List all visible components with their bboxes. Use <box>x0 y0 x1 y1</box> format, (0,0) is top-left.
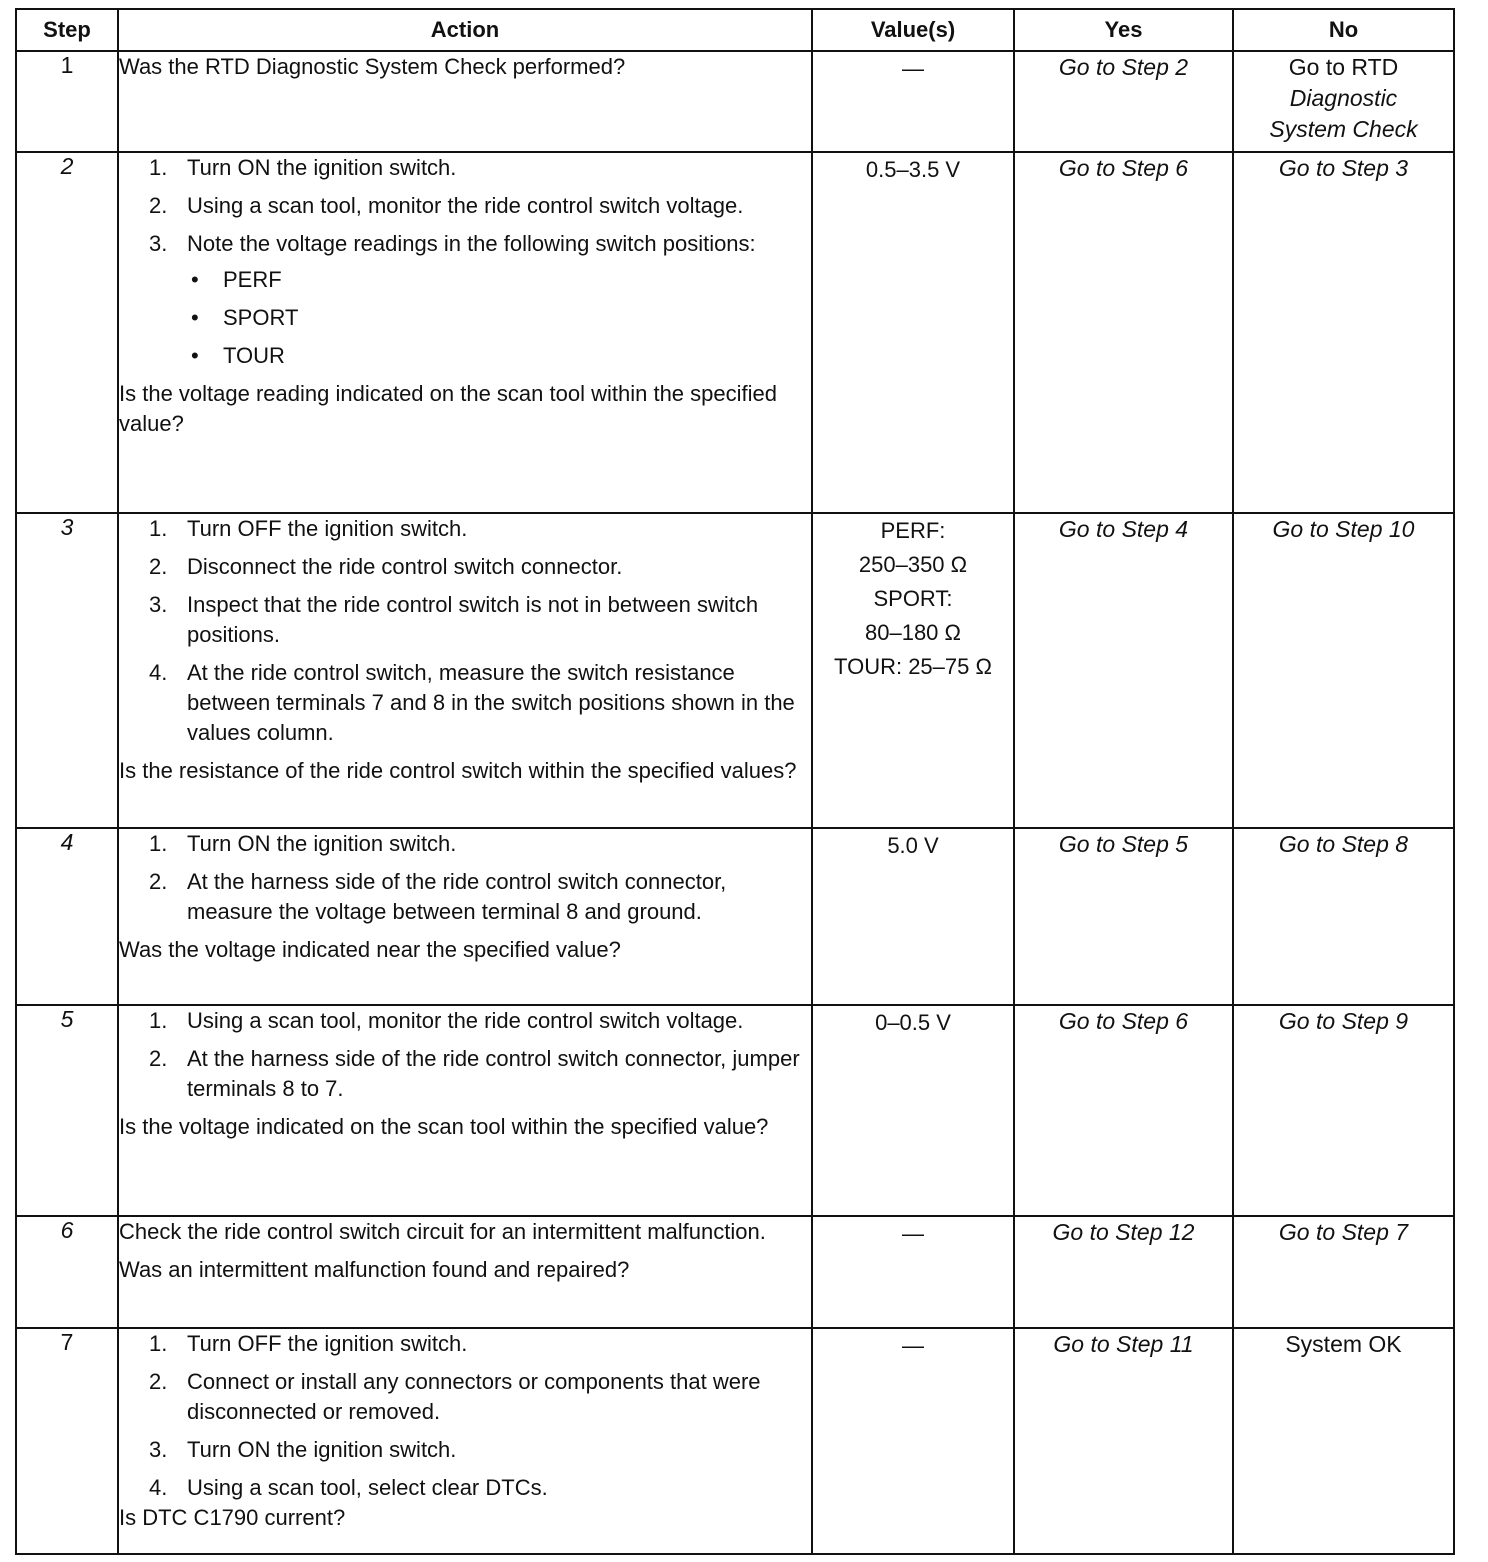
step-number: 6 <box>16 1216 118 1328</box>
action-step: 2. At the harness side of the ride control switch connector, jumper terminals 8 to 7. <box>149 1046 800 1101</box>
action-step: 4. At the ride control switch, measure the switch resistance between terminals 7 and 8 in the switch positions shown in the values column. <box>149 660 795 745</box>
action-step: 1. Using a scan tool, monitor the ride control switch voltage. <box>149 1008 744 1033</box>
header-step: Step <box>16 9 118 51</box>
yes-text: Go to Step 6 <box>1058 1008 1189 1034</box>
header-values: Value(s) <box>812 9 1014 51</box>
yes-cell <box>1014 1328 1233 1554</box>
yes-text: Go to Step 2 <box>1058 54 1189 80</box>
value-text: SPORT: <box>873 586 953 611</box>
step-number: 4 <box>16 828 118 1005</box>
table-row <box>16 513 1454 828</box>
yes-text: Go to Step 11 <box>1053 1331 1194 1357</box>
value-text: 5.0 V <box>887 833 939 858</box>
step-number: 2 <box>16 152 118 513</box>
header-action: Action <box>118 9 812 51</box>
action-cell <box>118 1328 812 1554</box>
no-text: Go to RTD <box>1288 54 1399 80</box>
action-step: 2. At the harness side of the ride control switch connector, measure the voltage between terminal 8 and ground. <box>149 869 727 924</box>
value-text: TOUR: 25–75 Ω <box>834 654 992 679</box>
header-yes: Yes <box>1014 9 1233 51</box>
bullet-item: • SPORT <box>191 305 299 330</box>
yes-cell <box>1014 828 1233 1005</box>
action-steps <box>119 829 811 927</box>
action-steps <box>119 514 811 748</box>
no-cell <box>1233 1328 1454 1554</box>
action-step: 1. Turn OFF the ignition switch. <box>149 516 468 541</box>
no-text: Go to Step 3 <box>1278 155 1409 181</box>
value-text: 80–180 Ω <box>865 620 961 645</box>
value-cell <box>812 1328 1014 1554</box>
step-number: 1 <box>16 51 118 152</box>
action-cell <box>118 152 812 513</box>
yes-text: Go to Step 6 <box>1058 155 1189 181</box>
action-question: Is the resistance of the ride control switch within the specified values? <box>119 758 797 783</box>
action-cell <box>118 1005 812 1216</box>
table-row <box>16 828 1454 1005</box>
step-number: 3 <box>16 513 118 828</box>
no-text: Go to Step 10 <box>1272 516 1415 542</box>
value-text: — <box>902 1221 924 1246</box>
table-row <box>16 51 1454 152</box>
header-no: No <box>1233 9 1454 51</box>
no-cell <box>1233 51 1454 152</box>
action-cell <box>118 51 812 152</box>
yes-cell <box>1014 1005 1233 1216</box>
no-cell <box>1233 513 1454 828</box>
action-question: Was an intermittent malfunction found and repaired? <box>119 1257 630 1282</box>
value-cell <box>812 51 1014 152</box>
action-question: Is the voltage reading indicated on the scan tool within the specified value? <box>119 381 777 436</box>
no-cell <box>1233 1005 1454 1216</box>
no-text: Go to Step 8 <box>1278 831 1409 857</box>
action-question: Was the voltage indicated near the specified value? <box>119 937 621 962</box>
action-question: Is DTC C1790 current? <box>119 1505 346 1530</box>
table-row <box>16 152 1454 513</box>
bullet-item: • TOUR <box>191 343 285 368</box>
yes-cell <box>1014 51 1233 152</box>
action-step: 3. Note the voltage readings in the following switch positions: • PERF • SPORT • TOUR <box>149 229 811 371</box>
yes-text: Go to Step 4 <box>1058 516 1189 542</box>
value-text: 250–350 Ω <box>858 552 968 577</box>
action-step: 2. Disconnect the ride control switch connector. <box>149 554 623 579</box>
yes-text: Go to Step 5 <box>1058 831 1189 857</box>
value-text: 0–0.5 V <box>875 1010 951 1035</box>
no-cell <box>1233 828 1454 1005</box>
action-step: 1. Turn ON the ignition switch. <box>149 831 457 856</box>
table-row <box>16 1328 1454 1554</box>
yes-cell <box>1014 1216 1233 1328</box>
value-cell <box>812 1005 1014 1216</box>
table-row <box>16 1216 1454 1328</box>
action-step: 1. Turn OFF the ignition switch. <box>149 1331 468 1356</box>
action-steps <box>119 153 811 371</box>
table-header-row <box>16 9 1454 51</box>
no-cell <box>1233 1216 1454 1328</box>
step-number: 5 <box>16 1005 118 1216</box>
action-question: Is the voltage indicated on the scan tool within the specified value? <box>119 1114 769 1139</box>
action-text: Was the RTD Diagnostic System Check performed? <box>119 54 626 79</box>
value-text: — <box>902 56 924 81</box>
action-cell <box>118 1216 812 1328</box>
action-steps <box>119 1006 811 1104</box>
no-text: Go to Step 7 <box>1278 1219 1409 1245</box>
action-step: 1. Turn ON the ignition switch. <box>149 155 457 180</box>
action-step: 3. Inspect that the ride control switch is not in between switch positions. <box>149 592 759 647</box>
value-cell <box>812 828 1014 1005</box>
value-text: 0.5–3.5 V <box>865 157 961 182</box>
action-step: 4. Using a scan tool, select clear DTCs. <box>149 1475 548 1500</box>
no-text: Go to Step 9 <box>1278 1008 1409 1034</box>
yes-cell <box>1014 513 1233 828</box>
action-step: 3. Turn ON the ignition switch. <box>149 1437 457 1462</box>
bullet-item: • PERF <box>191 267 282 292</box>
table-row <box>16 1005 1454 1216</box>
no-cell <box>1233 152 1454 513</box>
action-steps <box>119 1329 811 1503</box>
value-text: — <box>902 1333 924 1358</box>
yes-text: Go to Step 12 <box>1052 1219 1195 1245</box>
action-cell <box>118 513 812 828</box>
diagnostic-table <box>15 8 1455 1555</box>
value-cell <box>812 1216 1014 1328</box>
value-cell <box>812 513 1014 828</box>
yes-cell <box>1014 152 1233 513</box>
action-cell <box>118 828 812 1005</box>
action-step: 2. Using a scan tool, monitor the ride control switch voltage. <box>149 193 744 218</box>
value-text: PERF: <box>880 518 946 543</box>
switch-positions <box>187 265 811 371</box>
action-text: Check the ride control switch circuit for an intermittent malfunction. <box>119 1219 766 1244</box>
no-text: Diagnostic <box>1289 85 1398 111</box>
value-cell <box>812 152 1014 513</box>
step-number: 7 <box>16 1328 118 1554</box>
action-step: 2. Connect or install any connectors or components that were disconnected or removed. <box>149 1369 761 1424</box>
no-text: System OK <box>1285 1331 1402 1357</box>
no-text: System Check <box>1269 116 1418 142</box>
